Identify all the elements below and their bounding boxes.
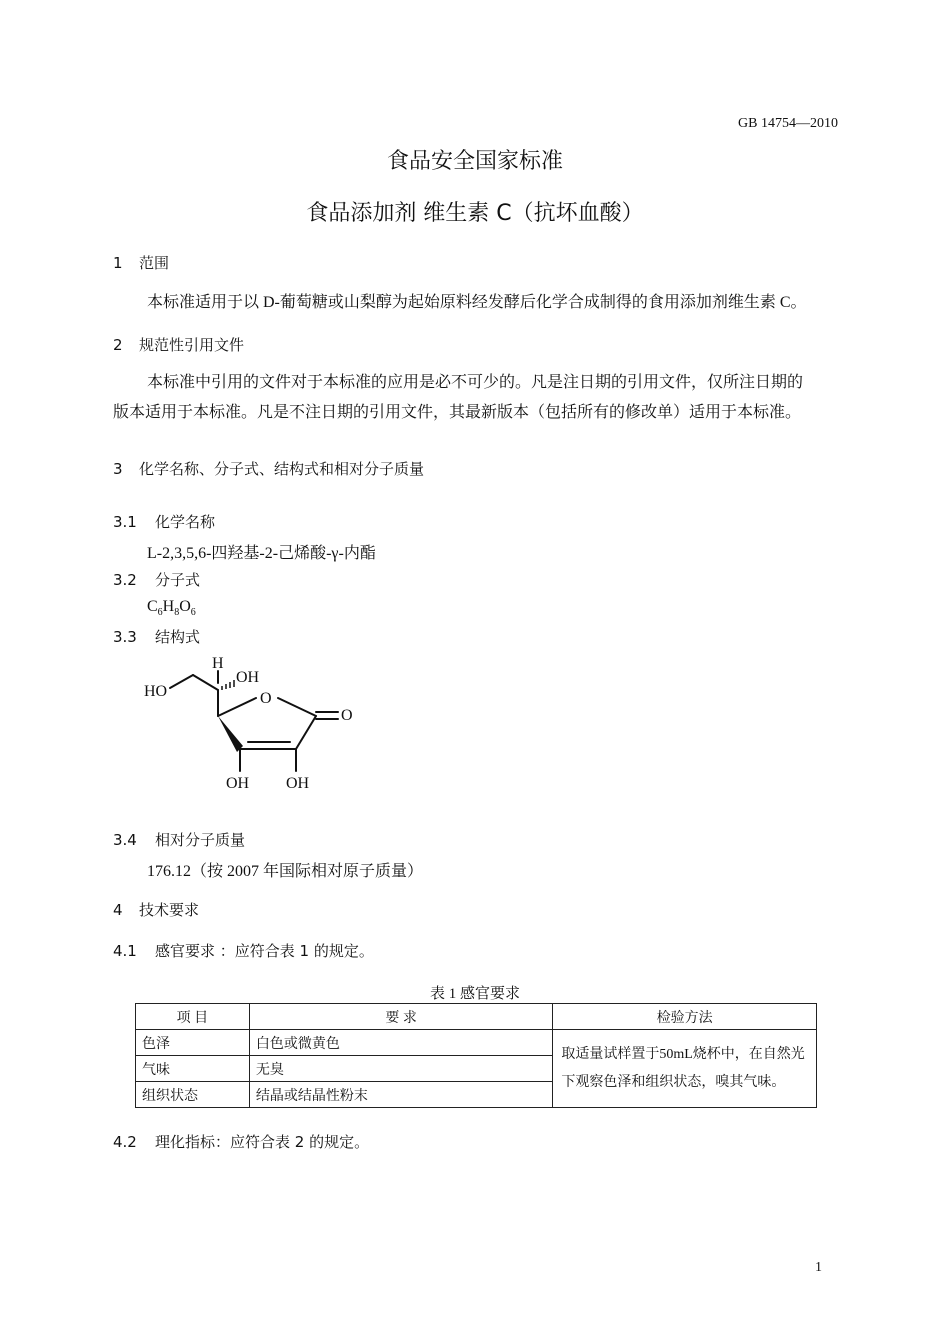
section-number: 4.2 xyxy=(113,1133,137,1151)
molecular-formula xyxy=(147,598,196,618)
section-number: 3 xyxy=(113,460,123,478)
column-header: 要 求 xyxy=(249,1004,553,1030)
atom-label: OH xyxy=(286,775,310,792)
formula-subscript: 6 xyxy=(157,607,163,619)
atom-label: O xyxy=(341,707,353,724)
structural-formula xyxy=(138,648,368,798)
section-1-heading xyxy=(113,252,169,273)
sensory-requirements-table xyxy=(135,1003,817,1108)
section-4-2-heading xyxy=(113,1131,369,1152)
molecular-mass: 176.12（按 2007 年国际相对原子质量） xyxy=(147,863,424,880)
section-title: 规范性引用文件 xyxy=(139,336,245,354)
section-3-1-heading xyxy=(113,511,215,532)
atom-label: OH xyxy=(236,669,260,686)
section-1-text: 本标准适用于以 D-葡萄糖或山梨醇为起始原料经发酵后化学合成制得的食用添加剂维生素 C。 xyxy=(147,294,807,311)
section-number: 3.2 xyxy=(113,571,137,589)
formula-element: O xyxy=(179,598,191,615)
section-title: 范围 xyxy=(139,254,170,272)
section-title: 相对分子质量 xyxy=(155,831,246,849)
section-number: 2 xyxy=(113,336,123,354)
formula-subscript: 6 xyxy=(190,607,196,619)
section-3-heading xyxy=(113,458,424,479)
section-number: 3.4 xyxy=(113,831,137,849)
section-4-heading xyxy=(113,899,199,920)
column-header: 检验方法 xyxy=(553,1004,817,1030)
table-cell-item: 气味 xyxy=(136,1056,250,1082)
standard-code: GB 14754—2010 xyxy=(738,116,838,131)
atom-label: O xyxy=(260,690,272,707)
table-cell-item: 色泽 xyxy=(136,1030,250,1056)
section-2-text-line1: 本标准中引用的文件对于本标准的应用是必不可少的。凡是注日期的引用文件，仅所注日期的 xyxy=(147,374,804,391)
sub-title: 食品添加剂 维生素 C（抗坏血酸） xyxy=(306,201,644,226)
section-title: 化学名称 xyxy=(155,513,216,531)
section-number: 1 xyxy=(113,254,123,272)
section-title: 技术要求 xyxy=(139,901,200,919)
section-3-3-heading xyxy=(113,626,200,647)
page-number: 1 xyxy=(815,1260,822,1275)
formula-element: C xyxy=(147,598,158,615)
table-cell-requirement: 白色或微黄色 xyxy=(249,1030,553,1056)
section-number: 4.1 xyxy=(113,942,137,960)
table-header-row xyxy=(136,1004,817,1030)
atom-label: OH xyxy=(226,775,250,792)
section-number: 4 xyxy=(113,901,123,919)
table-cell-requirement: 无臭 xyxy=(249,1056,553,1082)
section-title: 感官要求 ：应符合表 1 的规定。 xyxy=(155,942,374,960)
chemical-name: L-2,3,5,6-四羟基-2-己烯酸-γ-内酯 xyxy=(147,545,376,562)
table-cell-method: 取适量试样置于50mL烧杯中，在自然光下观察色泽和组织状态，嗅其气味。 xyxy=(553,1030,817,1108)
formula-subscript: 8 xyxy=(174,607,180,619)
section-2-heading xyxy=(113,334,244,355)
table-cell-item: 组织状态 xyxy=(136,1082,250,1108)
section-title: 分子式 xyxy=(155,571,201,589)
section-number: 3.3 xyxy=(113,628,137,646)
formula-element: H xyxy=(162,598,175,615)
section-4-1-heading xyxy=(113,940,374,961)
section-number: 3.1 xyxy=(113,513,137,531)
table-cell-requirement: 结晶或结晶性粉末 xyxy=(249,1082,553,1108)
atom-label: H xyxy=(212,655,224,672)
section-2-text-line2: 版本适用于本标准。凡是不注日期的引用文件，其最新版本（包括所有的修改单）适用于本标准。 xyxy=(113,404,802,421)
table-1-caption: 表 1 感官要求 xyxy=(429,986,520,1002)
section-title: 理化指标：应符合表 2 的规定。 xyxy=(155,1133,370,1151)
section-3-4-heading xyxy=(113,829,245,850)
section-title: 化学名称、分子式、结构式和相对分子质量 xyxy=(139,460,425,478)
main-title: 食品安全国家标准 xyxy=(386,149,563,174)
section-3-2-heading xyxy=(113,569,200,590)
column-header: 项 目 xyxy=(136,1004,250,1030)
table-row xyxy=(136,1030,817,1056)
section-title: 结构式 xyxy=(155,628,201,646)
atom-label: HO xyxy=(144,683,168,700)
